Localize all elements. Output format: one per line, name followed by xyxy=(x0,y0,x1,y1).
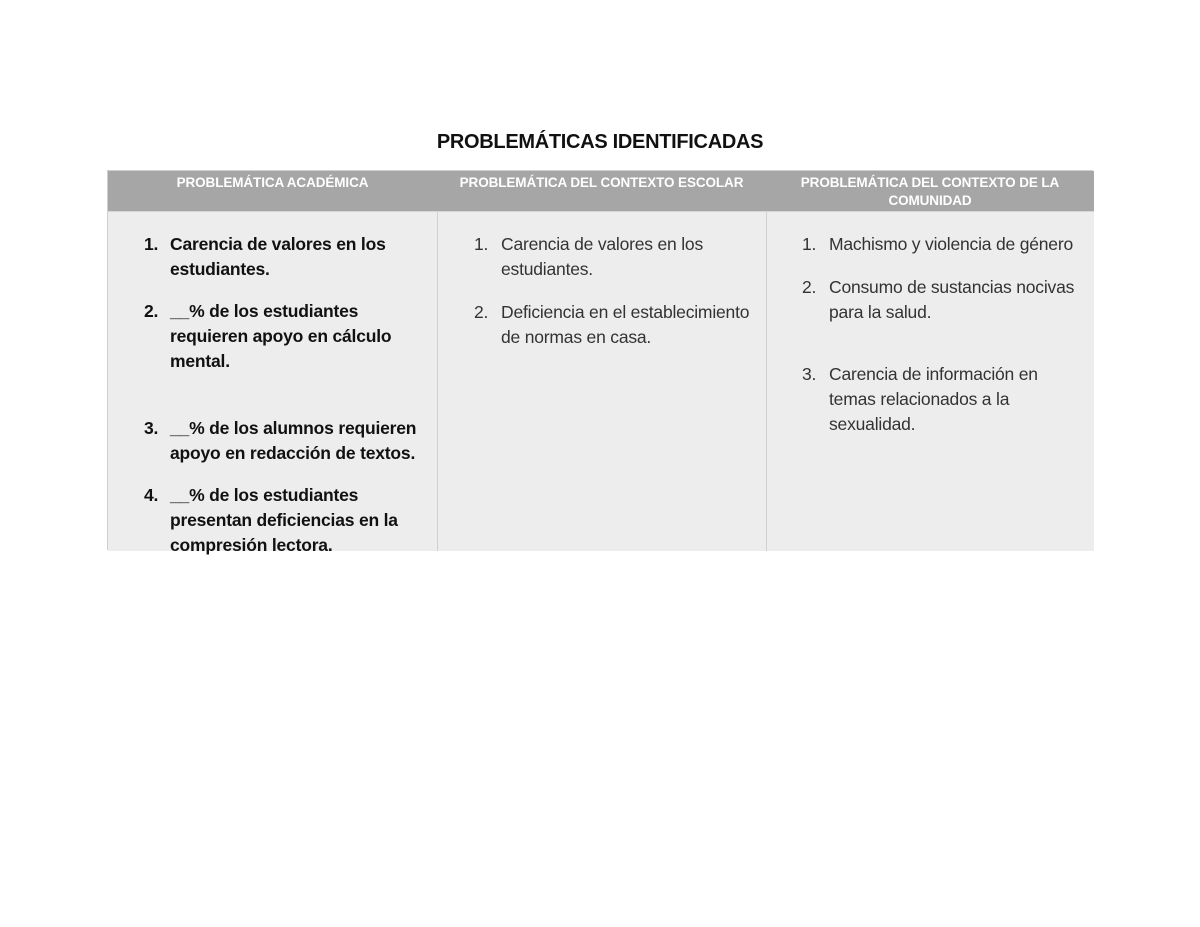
list-item-text: __% de los estudiantes requieren apoyo en cálculo mental. xyxy=(170,301,392,371)
numbered-list xyxy=(108,232,437,558)
column-header-contexto-comunidad: PROBLEMÁTICA DEL CONTEXTO DE LA COMUNIDAD xyxy=(766,171,1094,211)
list-item xyxy=(802,275,1084,325)
list-item-text: Deficiencia en el establecimiento de normas en casa. xyxy=(501,302,750,347)
list-item-text: Carencia de información en temas relacionados a la sexualidad. xyxy=(829,364,1038,434)
list-item-text: __% de los estudiantes presentan deficiencias en la compresión lectora. xyxy=(170,485,398,555)
list-item-number: 1. xyxy=(802,234,817,254)
list-item xyxy=(144,299,425,374)
list-item xyxy=(474,232,756,282)
numbered-list xyxy=(767,232,1094,437)
column-cell-contexto-comunidad xyxy=(766,211,1094,551)
list-item-number: 1. xyxy=(144,234,159,254)
list-item xyxy=(802,232,1084,257)
list-item-number: 2. xyxy=(144,301,159,321)
list-item-number: 1. xyxy=(474,234,489,254)
numbered-list xyxy=(438,232,766,350)
column-cell-contexto-escolar xyxy=(437,211,766,551)
list-item xyxy=(144,232,425,282)
list-item xyxy=(474,300,756,350)
list-item xyxy=(144,416,425,466)
list-item-text: __% de los alumnos requieren apoyo en redacción de textos. xyxy=(170,418,417,463)
column-cell-academica xyxy=(108,211,437,555)
column-header-academica: PROBLEMÁTICA ACADÉMICA xyxy=(108,171,437,211)
list-item-number: 3. xyxy=(802,364,817,384)
page-title: PROBLEMÁTICAS IDENTIFICADAS xyxy=(436,131,764,153)
list-item-number: 4. xyxy=(144,485,159,505)
column-header-contexto-escolar: PROBLEMÁTICA DEL CONTEXTO ESCOLAR xyxy=(437,171,766,211)
list-item-text: Carencia de valores en los estudiantes. xyxy=(501,234,703,279)
list-item-text: Machismo y violencia de género xyxy=(829,234,1073,254)
list-item xyxy=(802,362,1084,437)
list-item-number: 3. xyxy=(144,418,159,438)
list-item-text: Carencia de valores en los estudiantes. xyxy=(170,234,386,279)
problems-table xyxy=(107,170,1093,555)
list-item-text: Consumo de sustancias nocivas para la salud. xyxy=(829,277,1075,322)
list-item-number: 2. xyxy=(802,277,817,297)
list-item xyxy=(144,483,425,558)
list-item-number: 2. xyxy=(474,302,489,322)
